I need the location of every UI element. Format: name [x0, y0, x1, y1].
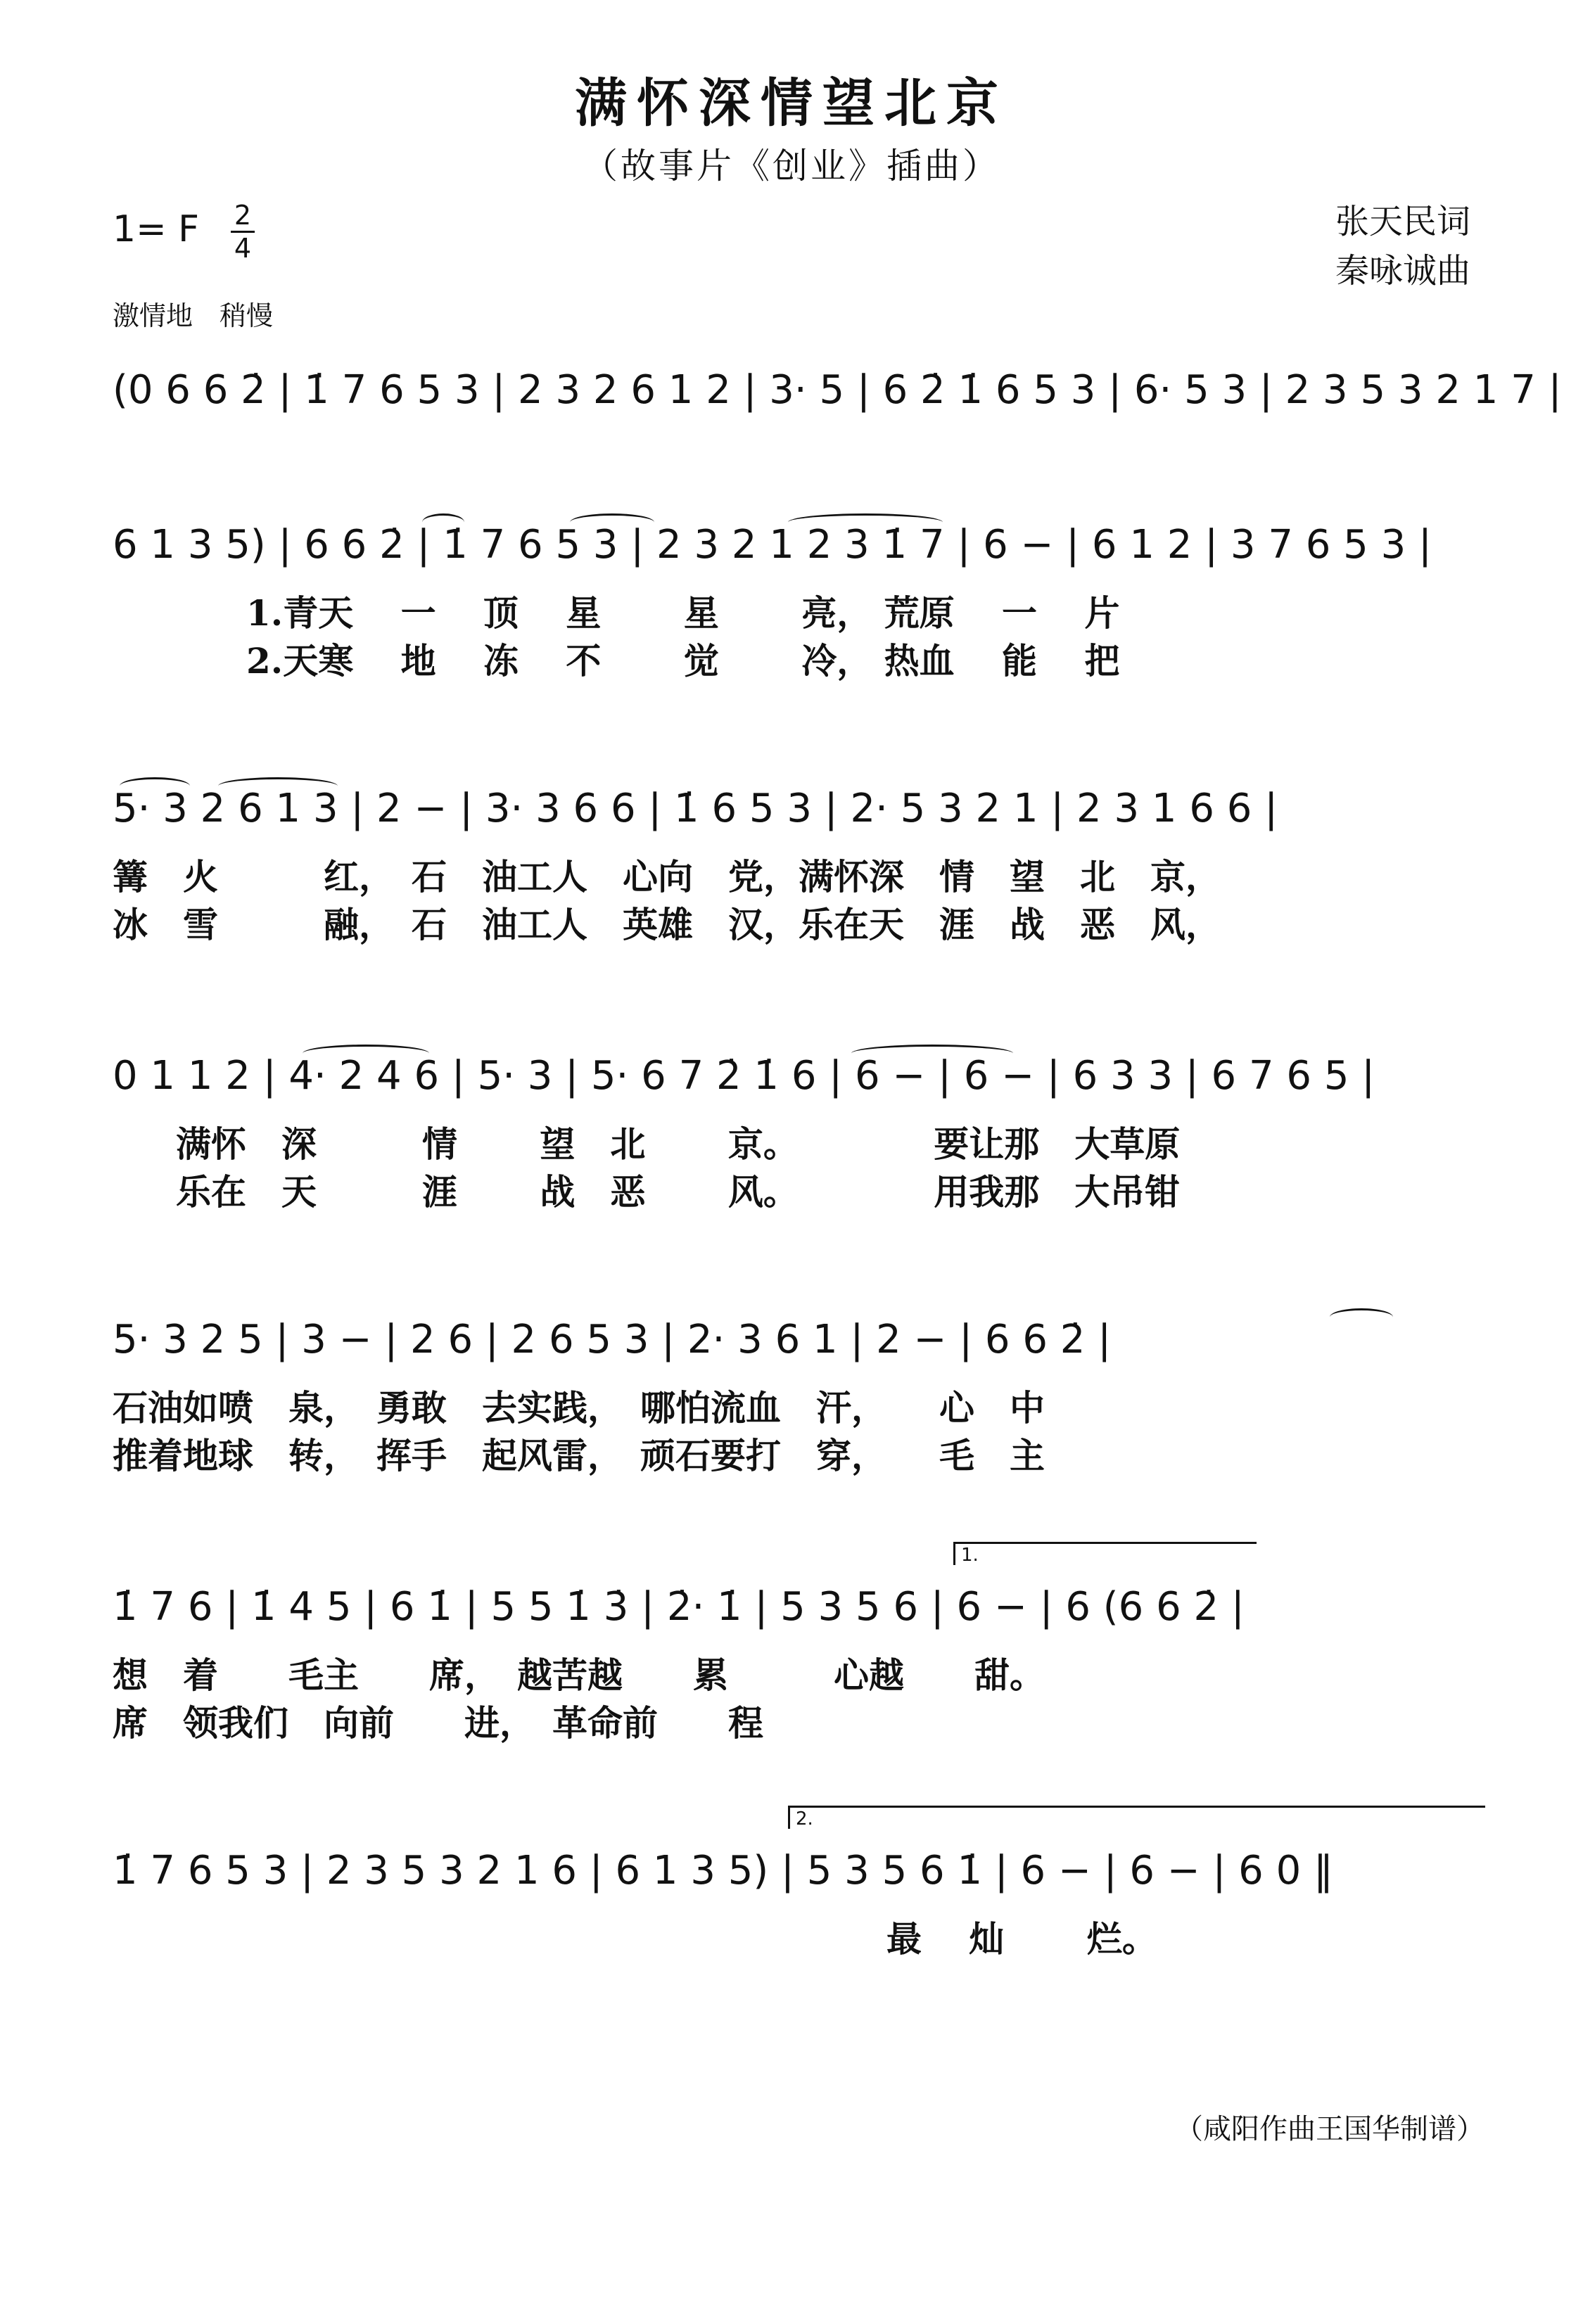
lyricist-credit: 张天民词 [1335, 202, 1470, 241]
tempo-marking: 激情地 稍慢 [113, 300, 274, 331]
lyric-verse-2: 席 领我们 向前 进， 革命前 程 [113, 1702, 763, 1744]
notation-line: 1̇ 7 6 | 1̇ 4 5 | 6 1̇ | 5 5 1̇ 3̇ | 2̇· 1̇ | 5 3 5 6 | 6 − | 6 (6 6 2̇ | [113, 1584, 1245, 1630]
lyric-verse-2: 冰 雪 融， 石 油工人 英雄 汉，乐在天 涯 战 恶 风， [113, 904, 1221, 945]
lyric-verse-1: 想 着 毛主 席， 越苦越 累 心越 甜。 [113, 1654, 1045, 1696]
time-signature-bottom: 4 [234, 233, 252, 264]
notation-line: 5· 3 2 5 | 3 − | 2 6 | 2 6 5 3 | 2· 3 6 1 | 2 − | 6 6 2̇ | [113, 1317, 1112, 1362]
lyric-verse-1: 石油如喷 泉， 勇敢 去实践， 哪怕流血 汗， 心 中 [113, 1387, 1045, 1429]
notation-line: 6 1 3 5) | 6 6 2̇ | 1̇ 7 6 5 3 | 2 3 2 1 2 3 1̇ 7 | 6 − | 6 1 2 | 3 7 6 5 3 | [113, 522, 1432, 568]
first-ending-bracket: 1. [953, 1542, 1257, 1565]
lyric-verse-1: 最 灿 烂。 [113, 1918, 1157, 1960]
lyric-verse-1: 篝 火 红， 石 油工人 心向 党，满怀深 情 望 北 京， [113, 856, 1221, 898]
notation-line: (0 6 6 2̇ | 1̇ 7 6 5 3 | 2 3 2 6 1 2 | 3· 5 | 6 2̇ 1̇ 6 5 3 | 6· 5 3 | 2 3 5 3 2 1 7 | [113, 367, 1562, 413]
second-ending-bracket: 2. [788, 1806, 1485, 1829]
lyric-verse-2: 推着地球 转， 挥手 起风雷， 顽石要打 穿， 毛 主 [113, 1435, 1045, 1476]
time-signature [231, 201, 255, 262]
lyric-verse-1: 1.青天 一 顶 星 星 亮， 荒原 一 片 [246, 592, 1120, 634]
notation-line: 0 1 1 2 | 4· 2 4 6 | 5· 3 | 5· 6 7 2̇ 1̇ 6 | 6 − | 6 − | 6 3 3 | 6 7 6 5 | [113, 1053, 1375, 1099]
lyric-verse-2: 2.天寒 地 冻 不 觉 冷， 热血 能 把 [246, 640, 1120, 682]
key-signature: 1= F [113, 208, 200, 250]
lyric-verse-2: 乐在 天 涯 战 恶 风。 用我那 大吊钳 [141, 1171, 1181, 1213]
notation-line: 5· 3 2 6 1 3 | 2 − | 3· 3 6 6 | 1̇ 6 5 3 | 2· 5 3 2 1 | 2 3 1 6 6 | [113, 786, 1278, 831]
composer-credit: 秦咏诚曲 [1335, 251, 1470, 290]
time-signature-top: 2 [234, 200, 252, 231]
transcriber-credit: （咸阳作曲王国华制谱） [1175, 2113, 1485, 2145]
song-subtitle: （故事片《创业》插曲） [583, 146, 1000, 186]
song-title: 满怀深情望北京 [575, 73, 1008, 134]
notation-line: 1̇ 7 6 5 3 | 2 3 5 3 2 1 6 | 6 1 3 5) | 5 3 5 6 1̇ | 6 − | 6 − | 6 0 ‖ [113, 1848, 1334, 1894]
lyric-verse-1: 满怀 深 情 望 北 京。 要让那 大草原 [141, 1123, 1181, 1165]
